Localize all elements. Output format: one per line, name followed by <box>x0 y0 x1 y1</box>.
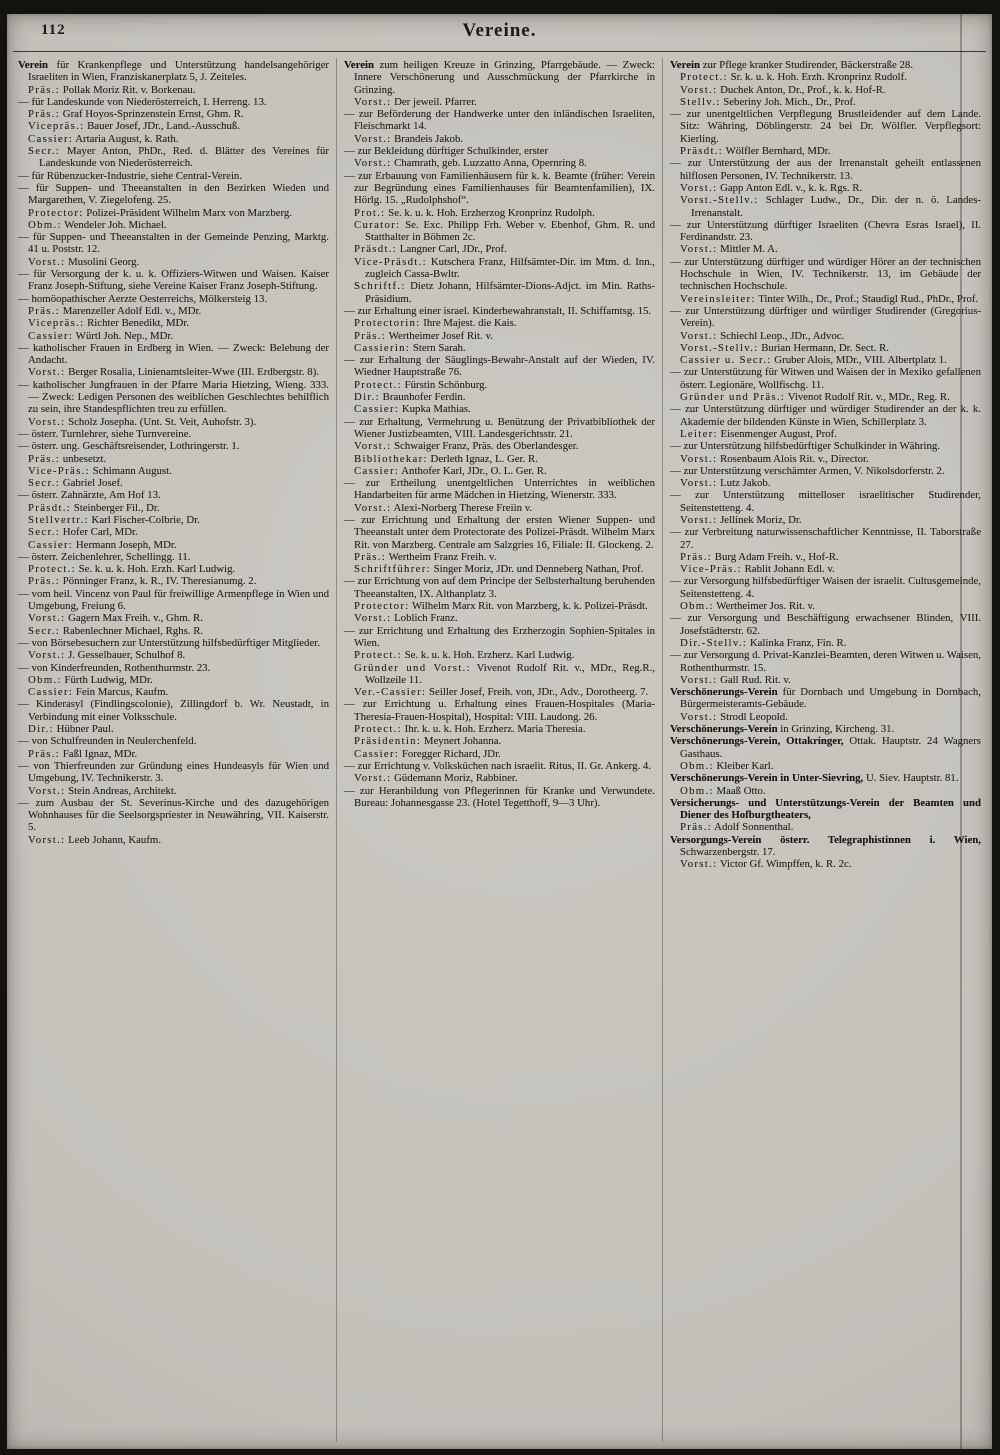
entry-line: — zur Erhaltung, Vermehrung u. Benützung der Privatbibliothek der Wiener Justizbeamten, VIII. Landesgerichtsstr. 21. <box>344 415 655 440</box>
entry-line: — zur Errichtung und Erhaltung des Erzherzogin Sophien-Spitales in Wien. <box>344 624 655 649</box>
officer-line: Präs.: Faßl Ignaz, MDr. <box>28 747 138 760</box>
officer-line: Gründer und Präs.: Vivenot Rudolf Rit. v., MDr., Reg. R. <box>680 391 950 404</box>
entry-line: — zur Errichtung u. Erhaltung eines Frauen-Hospitales (Maria-Theresia-Frauen-Hospital), Hospital: VIII. Laudong. 26. <box>344 698 655 723</box>
officer-line: Präsdt.: Steinberger Fil., Dr. <box>28 501 160 514</box>
entry-line: Verschönerungs-Verein, Ottakringer, Ottak. Hauptstr. 24 Wagners Gasthaus. <box>670 735 981 760</box>
entry-line: — zur Errichtung und Erhaltung der ersten Wiener Suppen- und Theeanstalt unter dem Protectorate des Polizei-Präsdt. Wilhelm Marx Rit. von Marzberg. Centrale am Salzgries 16, Filiale: II. Glockeng. 2. <box>344 513 655 551</box>
role-label: Vorst.: <box>680 181 718 194</box>
officer-line: Bibliothekar: Derleth Ignaz, L. Ger. R. <box>354 452 538 465</box>
entry-line: — von Schulfreunden in Neulerchenfeld. <box>18 735 197 748</box>
officer-line: Präs.: Adolf Sonnenthal. <box>680 821 794 834</box>
officer-line: Obm.: Fürth Ludwig, MDr. <box>28 673 153 686</box>
role-label: Vice-Präs.: <box>680 563 742 576</box>
officer-line: Curator: Se. Exc. Philipp Frh. Weber v. Ebenhof, Ghm. R. und Statthalter in Böhmen 2c. <box>354 218 655 244</box>
officer-line: Vorst.: Strodl Leopold. <box>680 710 788 723</box>
officer-line: Cassier: Würtl Joh. Nep., MDr. <box>28 329 174 342</box>
officer-line: Vicepräs.: Richter Benedikt, MDr. <box>28 317 190 330</box>
role-label: Vorst.: <box>354 772 392 785</box>
role-label: Vorst.: <box>680 329 718 342</box>
entry-line: — zur Bekleidung dürftiger Schulkinder, erster <box>344 145 549 158</box>
entry-line: Verschönerungs-Verein für Dornbach und Umgebung in Dornbach, Bürgermeisteramts-Gebäude. <box>670 686 981 711</box>
officer-line: Protector: Wilhelm Marx Rit. von Marzberg, k. k. Polizei-Präsdt. <box>354 600 648 613</box>
officer-line: Dir.: Braunhofer Ferdin. <box>354 391 466 404</box>
entry-line: — zur Unterstützung der aus der Irrenanstalt geheilt entlassenen hilflosen Personen, IV. Technikerstr. 13. <box>670 157 981 182</box>
entry-line: Verschönerungs-Verein in Grinzing, Kircheng. 31. <box>670 723 895 736</box>
role-label: Vorst.: <box>680 513 718 526</box>
role-label: Vorst.: <box>680 477 718 490</box>
entry-line: Versorgungs-Verein österr. Telegraphistinnen i. Wien, Schwarzenbergstr. 17. <box>670 833 981 858</box>
role-label: Vorst.-Stellv.: <box>680 194 759 207</box>
role-label: Vorst.: <box>680 243 718 256</box>
directory-columns <box>7 58 992 1442</box>
role-label: Vicepräs.: <box>28 120 85 133</box>
role-label: Protector: <box>28 206 84 219</box>
officer-line: Vorst.: Schiechl Leop., JDr., Advoc. <box>680 329 845 342</box>
officer-line: Obm.: Maaß Otto. <box>680 784 766 797</box>
entry-line: — zur Erhaltung einer israel. Kinderbewahranstalt, II. Schiffamtsg. 15. <box>344 304 652 317</box>
officer-line: Vorst.: Mittler M. A. <box>680 243 778 256</box>
officer-line: Vorst.: Güdemann Moriz, Rabbiner. <box>354 772 518 785</box>
entry-line: — für Suppen- und Theeanstalten in den Bezirken Wieden und Margarethen, V. Ziegelofeng. 25. <box>18 181 329 207</box>
role-label: Vorst.: <box>354 132 392 145</box>
officer-line: Protectorin: Ihre Majest. die Kais. <box>354 317 517 330</box>
role-label: Vicepräs.: <box>28 317 85 330</box>
entry-line: — zur Unterstützung für Witwen und Waisen der in Mexiko gefallenen österr. Legionäre, Wollfischg. 11. <box>670 366 981 391</box>
role-label: Präs.: <box>28 83 61 96</box>
officer-line: Cassier: Anthofer Karl, JDr., O. L. Ger. R. <box>354 464 547 477</box>
officer-line: Vorst.: Gagern Max Freih. v., Ghm. R. <box>28 612 203 625</box>
directory-column-2 <box>336 58 662 1442</box>
officer-line: Secr.: Hofer Carl, MDr. <box>28 526 138 539</box>
entry-line: — zur Unterstützung verschämter Armen, V. Nikolsdorferstr. 2. <box>670 464 945 477</box>
role-label: Cassier u. Secr.: <box>680 354 772 367</box>
entry-line: — zur Unterstützung dürftiger Israeliten (Chevra Esras Israel), II. Ferdinandstr. 23. <box>670 218 981 244</box>
entry-title: Verschönerungs-Verein <box>670 686 778 699</box>
role-label: Vorst.: <box>28 255 66 268</box>
officer-line: Protect.: Sr. k. u. k. Hoh. Erzh. Kronprinz Rudolf. <box>680 71 907 84</box>
officer-line: Gründer und Vorst.: Vivenot Rudolf Rit. v., MDr., Reg.R., Wollzeile 11. <box>354 661 655 686</box>
entry-title: Verschönerungs-Verein in Unter-Sievring, <box>670 772 864 785</box>
role-label: Vice-Präsdt.: <box>354 255 427 268</box>
role-label: Cassier: <box>28 538 74 551</box>
officer-line: Vorst.: Stein Andreas, Architekt. <box>28 784 177 797</box>
role-label: Leiter: <box>680 427 718 440</box>
role-label: Vorst.: <box>28 612 66 625</box>
entry-line: Verein zum heiligen Kreuze in Grinzing, Pfarrgebäude. — Zweck: Innere Verschönerung und Ausschmückung der Pfarrkirche in Grinzing. <box>344 59 655 96</box>
role-label: Obm.: <box>680 784 714 797</box>
entry-line: — homöopathischer Aerzte Oesterreichs, Mölkersteig 13. <box>18 292 268 305</box>
officer-line: Protector: Polizei-Präsident Wilhelm Marx von Marzberg. <box>28 206 293 219</box>
entry-line: — zur Versorgung hilfsbedürftiger Waisen der israelit. Cultusgemeinde, Seitenstetteng. 4. <box>670 575 981 600</box>
officer-line: Leiter: Eisenmenger August, Prof. <box>680 427 837 440</box>
officer-line: Vorst.: Rosenbaum Alois Rit. v., Director. <box>680 452 869 465</box>
role-label: Vorst.-Stellv.: <box>680 341 759 354</box>
entry-line: — katholischer Jungfrauen in der Pfarre Maria Hietzing, Wieng. 333. — Zweck: Ledigen Personen des weiblichen Geschlechtes behilflich zu sein, ihre Standespflichten treu zu erfüllen. <box>18 378 329 416</box>
page-number: 112 <box>41 22 66 38</box>
entry-line: — zur Heranbildung von Pflegerinnen für Kranke und Verwundete. Bureau: Johannesgasse 23. (Hotel Tegetthoff, 9—3 Uhr). <box>344 784 655 809</box>
entry-line: — zur Errichtung v. Volksküchen nach israelit. Ritus, II. Gr. Ankerg. 4. <box>344 759 651 772</box>
role-label: Präsidentin: <box>354 735 422 748</box>
role-label: Secr.: <box>28 526 61 539</box>
role-label: Secr.: <box>28 477 61 490</box>
officer-line: Vorst.: Scholz Josepha. (Unt. St. Veit, Auhofstr. 3). <box>28 415 257 428</box>
role-label: Vorst.: <box>354 95 392 108</box>
entry-line: — zur Unterstützung hilfsbedürftiger Schulkinder in Währing. <box>670 440 940 453</box>
role-label: Vorst.: <box>680 710 718 723</box>
role-label: Protector: <box>354 600 410 613</box>
officer-line: Obm.: Wendeler Joh. Michael. <box>28 218 167 231</box>
officer-line: Vorst.: Duchek Anton, Dr., Prof., k. k. Hof-R. <box>680 83 886 96</box>
officer-line: Vorst.: Gall Rud. Rit. v. <box>680 673 791 686</box>
entry-title: Verein <box>344 59 374 71</box>
officer-line: Cassier: Foregger Richard, JDr. <box>354 747 501 760</box>
role-label: Präs.: <box>354 550 387 563</box>
role-label: Präsdt.: <box>680 145 724 158</box>
officer-line: Präs.: Graf Hoyos-Sprinzenstein Ernst, Ghm. R. <box>28 108 244 121</box>
officer-line: Vorst.: Lutz Jakob. <box>680 477 771 490</box>
entry-line: — von Thierfreunden zur Gründung eines Hundeasyls für Wien und Umgebung, IV. Technikerstr. 3. <box>18 759 329 785</box>
entry-line <box>670 797 981 822</box>
officer-line: Vorst.-Stellv.: Schlager Ludw., Dr., Dir. der n. ö. Landes-Irrenanstalt. <box>680 194 981 219</box>
officer-line: Secr.: Rabenlechner Michael, Rghs. R. <box>28 624 204 637</box>
entry-line: — zur Erhaltung der Säuglings-Bewahr-Anstalt auf der Wieden, IV. Wiedner Hauptstraße 76. <box>344 354 655 379</box>
officer-line: Präs.: Wertheimer Josef Rit. v. <box>354 329 493 342</box>
officer-line: Präsdt.: Langner Carl, JDr., Prof. <box>354 243 507 256</box>
entry-line: — österr. Zeichenlehrer, Schellingg. 11. <box>18 550 191 563</box>
role-label: Präs.: <box>680 550 713 563</box>
role-label: Präs.: <box>28 304 61 317</box>
paper <box>7 14 992 1449</box>
entry-line: — zur Errichtung von auf dem Principe der Selbsterhaltung beruhenden Theeanstalten, IX. Althanplatz 3. <box>344 575 655 600</box>
role-label: Vorst.: <box>680 452 718 465</box>
officer-line: Cassier: Hermann Joseph, MDr. <box>28 538 177 551</box>
entry-line: — zur Versorgung d. Privat-Kanzlei-Beamten, deren Witwen u. Waisen, Rothenthurmstr. 15. <box>670 649 981 674</box>
officer-line: Secr.: Mayer Anton, PhDr., Red. d. Blätter des Vereines für Landeskunde von Niederösterreich. <box>28 145 329 170</box>
role-label: Secr.: <box>28 145 61 158</box>
entry-line: — zur Unterstützung dürftiger und würdiger Hörer an der technischen Hochschule in Wien, IV. Technikerstr. 13, im Gebäude der technischen Hochschule. <box>670 255 981 293</box>
officer-line: Vice-Präs.: Rablit Johann Edl. v. <box>680 563 835 576</box>
entry-line: — katholischer Frauen in Erdberg in Wien. — Zweck: Belebung der Andacht. <box>18 341 329 367</box>
role-label: Vorst.: <box>354 440 392 453</box>
role-label: Vorst.: <box>680 83 718 96</box>
entry-title: Verschönerungs-Verein, Ottakringer, <box>670 735 844 748</box>
officer-line: Vorst.: Leeb Johann, Kaufm. <box>28 833 162 846</box>
role-label: Obm.: <box>28 673 62 686</box>
officer-line: Schriftf.: Dietz Johann, Hilfsämter-Dions-Adjct. im Min. Raths-Präsidium. <box>354 280 655 305</box>
officer-line: Stellv.: Seberiny Joh. Mich., Dr., Prof. <box>680 95 856 108</box>
officer-line: Vorst.: Berger Rosalia, Linienamtsleiter-Wwe (III. Erdbergstr. 8). <box>28 366 320 379</box>
role-label: Vereinsleiter: <box>680 292 756 305</box>
role-label: Präs.: <box>28 108 61 121</box>
role-label: Vorst.: <box>354 612 392 625</box>
role-label: Stellvertr.: <box>28 513 89 526</box>
role-label: Secr.: <box>28 624 61 637</box>
officer-line: Präs.: Pollak Moriz Rit. v. Borkenau. <box>28 83 196 96</box>
entry-line: — für Versorgung der k. u. k. Offiziers-Witwen und Waisen. Kaiser Franz Joseph-Stiftung, siehe Vereine Kaiser Franz Joseph-Stiftung. <box>18 268 329 293</box>
role-label: Dir.: <box>354 391 380 404</box>
entry-line: — zur unentgeltlichen Verpflegung Brustleidender auf dem Lande. Sitz: Währing, Döblingerstr. 24 bei Dr. Wölfler. Verpflegsort: Kierling. <box>670 108 981 145</box>
officer-line: Protect.: Fürstin Schönburg. <box>354 378 488 391</box>
officer-line: Präs.: Wertheim Franz Freih. v. <box>354 550 497 563</box>
role-label: Präs.: <box>28 452 61 465</box>
officer-line: Cassier: Artaria August, k. Rath. <box>28 132 179 145</box>
role-label: Gründer und Vorst.: <box>354 661 471 674</box>
role-label: Protect.: <box>354 378 402 391</box>
role-label: Schriftf.: <box>354 280 406 293</box>
entry-line: Verein für Krankenpflege und Unterstützung handelsangehöriger Israeliten in Wien, Franziskanerplatz 5, J. Zeiteles. <box>18 59 329 84</box>
page-title: Vereine. <box>462 20 537 41</box>
directory-column-1 <box>11 58 336 1442</box>
officer-line: Cassier: Fein Marcus, Kaufm. <box>28 686 169 699</box>
role-label: Protectorin: <box>354 317 421 330</box>
role-label: Vorst.: <box>28 784 66 797</box>
officer-line: Ver.-Cassier: Seiller Josef, Freih. von, JDr., Adv., Dorotheerg. 7. <box>354 686 649 699</box>
role-label: Dir.: <box>28 723 54 736</box>
role-label: Vice-Präs.: <box>28 464 90 477</box>
officer-line: Schriftführer: Singer Moriz, JDr. und Denneberg Nathan, Prof. <box>354 563 644 576</box>
entry-line: — zur Unterstützung dürftiger und würdiger Studirender an der k. k. Akademie der bildenden Künste in Wien, Schillerplatz 3. <box>670 403 981 428</box>
role-label: Obm.: <box>28 218 62 231</box>
officer-line: Vereinsleiter: Tinter Wilh., Dr., Prof.; Staudigl Rud., PhDr., Prof. <box>680 292 979 305</box>
officer-line: Vorst.: Victor Gf. Wimpffen, k. R. 2c. <box>680 858 852 871</box>
role-label: Dir.-Stellv.: <box>680 636 748 649</box>
officer-line: Obm.: Wertheimer Jos. Rit. v. <box>680 600 815 613</box>
officer-line: Vorst.: Gapp Anton Edl. v., k. k. Rgs. R. <box>680 181 863 194</box>
entry-line: — zur Ertheilung unentgeltlichen Unterrichtes in weiblichen Handarbeiten für arme Mädchen in Hietzing, Wienerstr. 333. <box>344 477 655 502</box>
role-label: Cassier: <box>28 132 74 145</box>
role-label: Vorst.: <box>28 415 66 428</box>
entry-line: — von Börsebesuchern zur Unterstützung hilfsbedürftiger Mitglieder. <box>18 636 320 649</box>
officer-line: Vorst.: Jellinek Moriz, Dr. <box>680 513 802 526</box>
officer-line: Obm.: Kleiber Karl. <box>680 759 774 772</box>
officer-line: Cassier: Kupka Mathias. <box>354 403 471 416</box>
entry-line: — vom heil. Vincenz von Paul für freiwillige Armenpflege in Wien und Umgebung, Freiung 6. <box>18 587 329 613</box>
role-label: Cassier: <box>28 329 74 342</box>
officer-line: Vorst.-Stellv.: Burian Hermann, Dr. Sect. R. <box>680 341 889 354</box>
entry-line: — zur Beförderung der Handwerke unter den inländischen Israeliten, Fleischmarkt 14. <box>344 108 655 133</box>
entry-title: Versorgungs-Verein österr. Telegraphistinnen i. Wien, <box>670 833 981 846</box>
officer-line: Protect.: Se. k. u. k. Hoh. Erzh. Karl Ludwig. <box>28 563 236 576</box>
officer-line: Dir.-Stellv.: Kalinka Franz, Fin. R. <box>680 636 847 649</box>
role-label: Präs.: <box>354 329 387 342</box>
officer-line: Vice-Präsdt.: Kutschera Franz, Hilfsämter-Dir. im Mtm. d. Inn., zugleich Cassa-Bwltr. <box>354 255 655 281</box>
role-label: Stellv.: <box>680 95 721 108</box>
entry-title: Verein <box>670 59 700 71</box>
role-label: Obm.: <box>680 759 714 772</box>
role-label: Cassier: <box>28 686 74 699</box>
role-label: Präsdt.: <box>28 501 72 514</box>
officer-line: Vorst.: Brandeis Jakob. <box>354 132 464 145</box>
role-label: Protect.: <box>28 563 76 576</box>
role-label: Gründer und Präs.: <box>680 391 786 404</box>
role-label: Vorst.: <box>680 858 718 871</box>
role-label: Präsdt.: <box>354 243 398 256</box>
officer-line: Dir.: Hübner Paul. <box>28 723 114 736</box>
officer-line: Präsdt.: Wölfler Bernhard, MDr. <box>680 145 831 158</box>
officer-line: Protect.: Ihr. k. u. k. Hoh. Erzherz. Maria Theresia. <box>354 723 586 736</box>
officer-line: Vorst.: Schwaiger Franz, Präs. des Oberlandesger. <box>354 440 579 453</box>
officer-line: Vorst.: Loblich Franz. <box>354 612 458 625</box>
entry-line: Verschönerungs-Verein in Unter-Sievring, U. Siev. Hauptstr. 81. <box>670 772 959 785</box>
officer-line: Vorst.: Musolini Georg. <box>28 255 140 268</box>
entry-line: — zum Ausbau der St. Severinus-Kirche und des dazugehörigen Wohnhauses für die Seelsorgspriester in Neuwähring, VII. Kaiserstr. 5. <box>18 796 329 834</box>
role-label: Präs.: <box>28 575 61 588</box>
officer-line: Cassier u. Secr.: Gruber Alois, MDr., VIII. Albertplatz 1. <box>680 354 947 367</box>
officer-line: Protect.: Se. k. u. k. Hoh. Erzherz. Karl Ludwig. <box>354 649 575 662</box>
officer-line: Vorst.: J. Gesselbauer, Schulhof 8. <box>28 649 186 662</box>
officer-line: Vicepräs.: Bauer Josef, JDr., Land.-Ausschuß. <box>28 120 241 133</box>
officer-line: Vorst.: Chamrath, geb. Luzzatto Anna, Opernring 8. <box>354 157 587 170</box>
role-label: Schriftführer: <box>354 563 431 576</box>
entry-line: — zur Verbreitung naturwissenschaftlicher Kenntnisse, II. Taborstraße 27. <box>670 526 981 551</box>
role-label: Prot.: <box>354 206 386 219</box>
officer-line: Präs.: Marenzeller Adolf Edl. v., MDr. <box>28 304 202 317</box>
role-label: Obm.: <box>680 600 714 613</box>
role-label: Bibliothekar: <box>354 452 428 465</box>
role-label: Vorst.: <box>28 649 66 662</box>
officer-line: Präs.: unbesetzt. <box>28 452 107 465</box>
role-label: Protect.: <box>680 71 728 84</box>
entry-line: — für Suppen- und Theeanstalten in der Gemeinde Penzing, Marktg. 41 u. Poststr. 12. <box>18 231 329 256</box>
officer-line: Stellvertr.: Karl Fischer-Colbrie, Dr. <box>28 513 200 526</box>
page-header <box>7 14 992 48</box>
entry-title: Verein <box>18 59 48 71</box>
role-label: Vorst.: <box>354 157 392 170</box>
role-label: Cassier: <box>354 747 400 760</box>
officer-line: Vorst.: Alexi-Norberg Therese Freiin v. <box>354 501 533 514</box>
officer-line: Präs.: Pönninger Franz, k. R., IV. Theresianumg. 2. <box>28 575 257 588</box>
role-label: Vorst.: <box>354 501 392 514</box>
role-label: Präs.: <box>680 821 713 834</box>
entry-line: — zur Versorgung und Beschäftigung erwachsener Blinden, VIII. Josefstädterstr. 62. <box>670 612 981 637</box>
officer-line: Präsidentin: Meynert Johanna. <box>354 735 502 748</box>
officer-line: Vice-Präs.: Schimann August. <box>28 464 172 477</box>
entry-title: Versicherungs- und Unterstützungs-Verein der Beamten und Diener des Hofburgtheaters, <box>670 796 981 822</box>
role-label: Curator: <box>354 218 401 231</box>
entry-line: Verein zur Pflege kranker Studirender, Bäckerstraße 28. <box>670 59 914 71</box>
entry-line: — zur Unterstützung dürftiger und würdiger Studirender (Gregorius-Verein). <box>670 304 981 330</box>
entry-line: — für Rübenzucker-Industrie, siehe Central-Verein. <box>18 169 243 182</box>
role-label: Vorst.: <box>28 366 66 379</box>
officer-line: Vorst.: Der jeweil. Pfarrer. <box>354 95 477 108</box>
role-label: Cassier: <box>354 403 400 416</box>
officer-line: Prot.: Se. k. u. k. Hoh. Erzherzog Kronprinz Rudolph. <box>354 206 595 219</box>
entry-line: — Kinderasyl (Findlingscolonie), Zillingdorf b. Wr. Neustadt, in Verbindung mit einer Volksschule. <box>18 698 329 723</box>
header-rule <box>13 51 986 54</box>
directory-column-3 <box>662 58 988 1442</box>
role-label: Vorst.: <box>28 833 66 846</box>
officer-line: Präs.: Burg Adam Freih. v., Hof-R. <box>680 550 839 563</box>
role-label: Protect.: <box>354 723 402 736</box>
entry-title: Verschönerungs-Verein <box>670 723 778 736</box>
role-label: Cassierin: <box>354 341 411 354</box>
entry-line: — österr. Turnlehrer, siehe Turnvereine. <box>18 427 192 440</box>
entry-line: — für Landeskunde von Niederösterreich, I. Herreng. 13. <box>18 95 267 108</box>
role-label: Ver.-Cassier: <box>354 686 427 699</box>
entry-line: — zur Unterstützung mittelloser israelitischer Studirender, Seitenstetteng. 4. <box>670 489 981 514</box>
entry-line: — österr. ung. Geschäftsreisender, Lothringerstr. 1. <box>18 440 240 453</box>
officer-line: Cassierin: Stern Sarah. <box>354 341 466 354</box>
entry-line: — österr. Zahnärzte, Am Hof 13. <box>18 489 161 502</box>
officer-line: Secr.: Gabriel Josef. <box>28 477 123 490</box>
role-label: Cassier: <box>354 464 400 477</box>
role-label: Protect.: <box>354 649 402 662</box>
role-label: Vorst.: <box>680 673 718 686</box>
entry-line: — von Kinderfreunden, Rothenthurmstr. 23. <box>18 661 211 674</box>
role-label: Präs.: <box>28 747 61 760</box>
entry-line: — zur Erbauung von Familienhäusern für k. k. Beamte (früher: Verein zur Begründung eines Familienhauses für Beamtenfamilien), IX. Hörlg. 15. „Rudolphshof“. <box>344 169 655 207</box>
